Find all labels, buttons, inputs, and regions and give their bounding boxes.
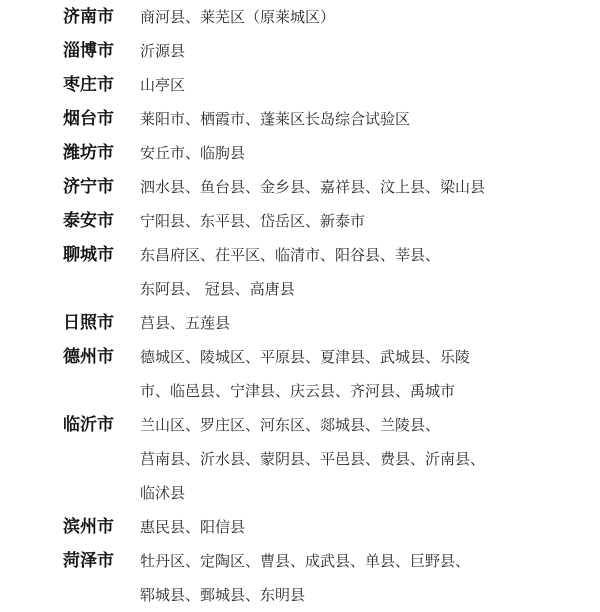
list-item-jinan <box>0 0 560 34</box>
district-line: 安丘市、临朐县 <box>140 144 246 162</box>
district-line: 牡丹区、定陶区、曹县、成武县、单县、巨野县、 <box>140 552 471 570</box>
district-line: 莒县、五莲县 <box>140 314 231 332</box>
district-line: 山亭区 <box>140 76 186 94</box>
district-line: 兰山区、罗庄区、河东区、郯城县、兰陵县、 <box>140 416 441 434</box>
district-list <box>140 102 560 136</box>
city-name: 临沂市 <box>63 415 114 435</box>
district-list <box>140 238 560 306</box>
district-line: 东阿县、 冠县、高唐县 <box>140 280 295 298</box>
list-item-liaocheng <box>0 238 560 306</box>
city-name: 济宁市 <box>63 177 114 197</box>
city-name: 滨州市 <box>63 517 114 537</box>
city-name: 泰安市 <box>63 211 114 231</box>
district-line: 沂源县 <box>140 42 186 60</box>
city-name: 济南市 <box>63 7 114 27</box>
district-list <box>140 68 560 102</box>
district-list <box>140 340 560 408</box>
city-name: 菏泽市 <box>63 551 114 571</box>
list-item-rizhao <box>0 306 560 340</box>
district-list <box>140 204 560 238</box>
district-line: 郓城县、鄄城县、东明县 <box>140 586 306 604</box>
district-line: 德城区、陵城区、平原县、夏津县、武城县、乐陵 <box>140 348 471 366</box>
list-item-taian <box>0 204 560 238</box>
list-item-linyi <box>0 408 560 510</box>
district-line: 泗水县、鱼台县、金乡县、嘉祥县、汶上县、梁山县 <box>140 178 486 196</box>
district-line: 宁阳县、东平县、岱岳区、新泰市 <box>140 212 366 230</box>
district-list <box>140 136 560 170</box>
district-list <box>140 306 560 340</box>
list-item-yantai <box>0 102 560 136</box>
district-list <box>140 170 560 204</box>
district-list <box>140 544 560 612</box>
district-line: 商河县、莱芜区（原莱城区） <box>140 8 336 26</box>
district-line: 莱阳市、栖霞市、蓬莱区长岛综合试验区 <box>140 110 411 128</box>
district-list <box>140 34 560 68</box>
city-name: 潍坊市 <box>63 143 114 163</box>
list-item-binzhou <box>0 510 560 544</box>
list-item-jining <box>0 170 560 204</box>
district-line: 东昌府区、茌平区、临清市、阳谷县、莘县、 <box>140 246 441 264</box>
list-item-zaozhuang <box>0 68 560 102</box>
city-name: 烟台市 <box>63 109 114 129</box>
district-line: 临沭县 <box>140 484 186 502</box>
list-item-weifang <box>0 136 560 170</box>
city-name: 淄博市 <box>63 41 114 61</box>
district-line: 惠民县、阳信县 <box>140 518 246 536</box>
list-item-zibo <box>0 34 560 68</box>
district-line: 市、临邑县、宁津县、庆云县、齐河县、禹城市 <box>140 382 456 400</box>
district-line: 莒南县、沂水县、蒙阴县、平邑县、费县、沂南县、 <box>140 450 486 468</box>
list-item-dezhou <box>0 340 560 408</box>
list-item-heze <box>0 544 560 612</box>
district-list <box>140 408 560 510</box>
city-name: 日照市 <box>63 313 114 333</box>
city-name: 枣庄市 <box>63 75 114 95</box>
city-name: 聊城市 <box>63 245 114 265</box>
district-list <box>140 0 560 34</box>
city-name: 德州市 <box>63 347 114 367</box>
district-list <box>140 510 560 544</box>
